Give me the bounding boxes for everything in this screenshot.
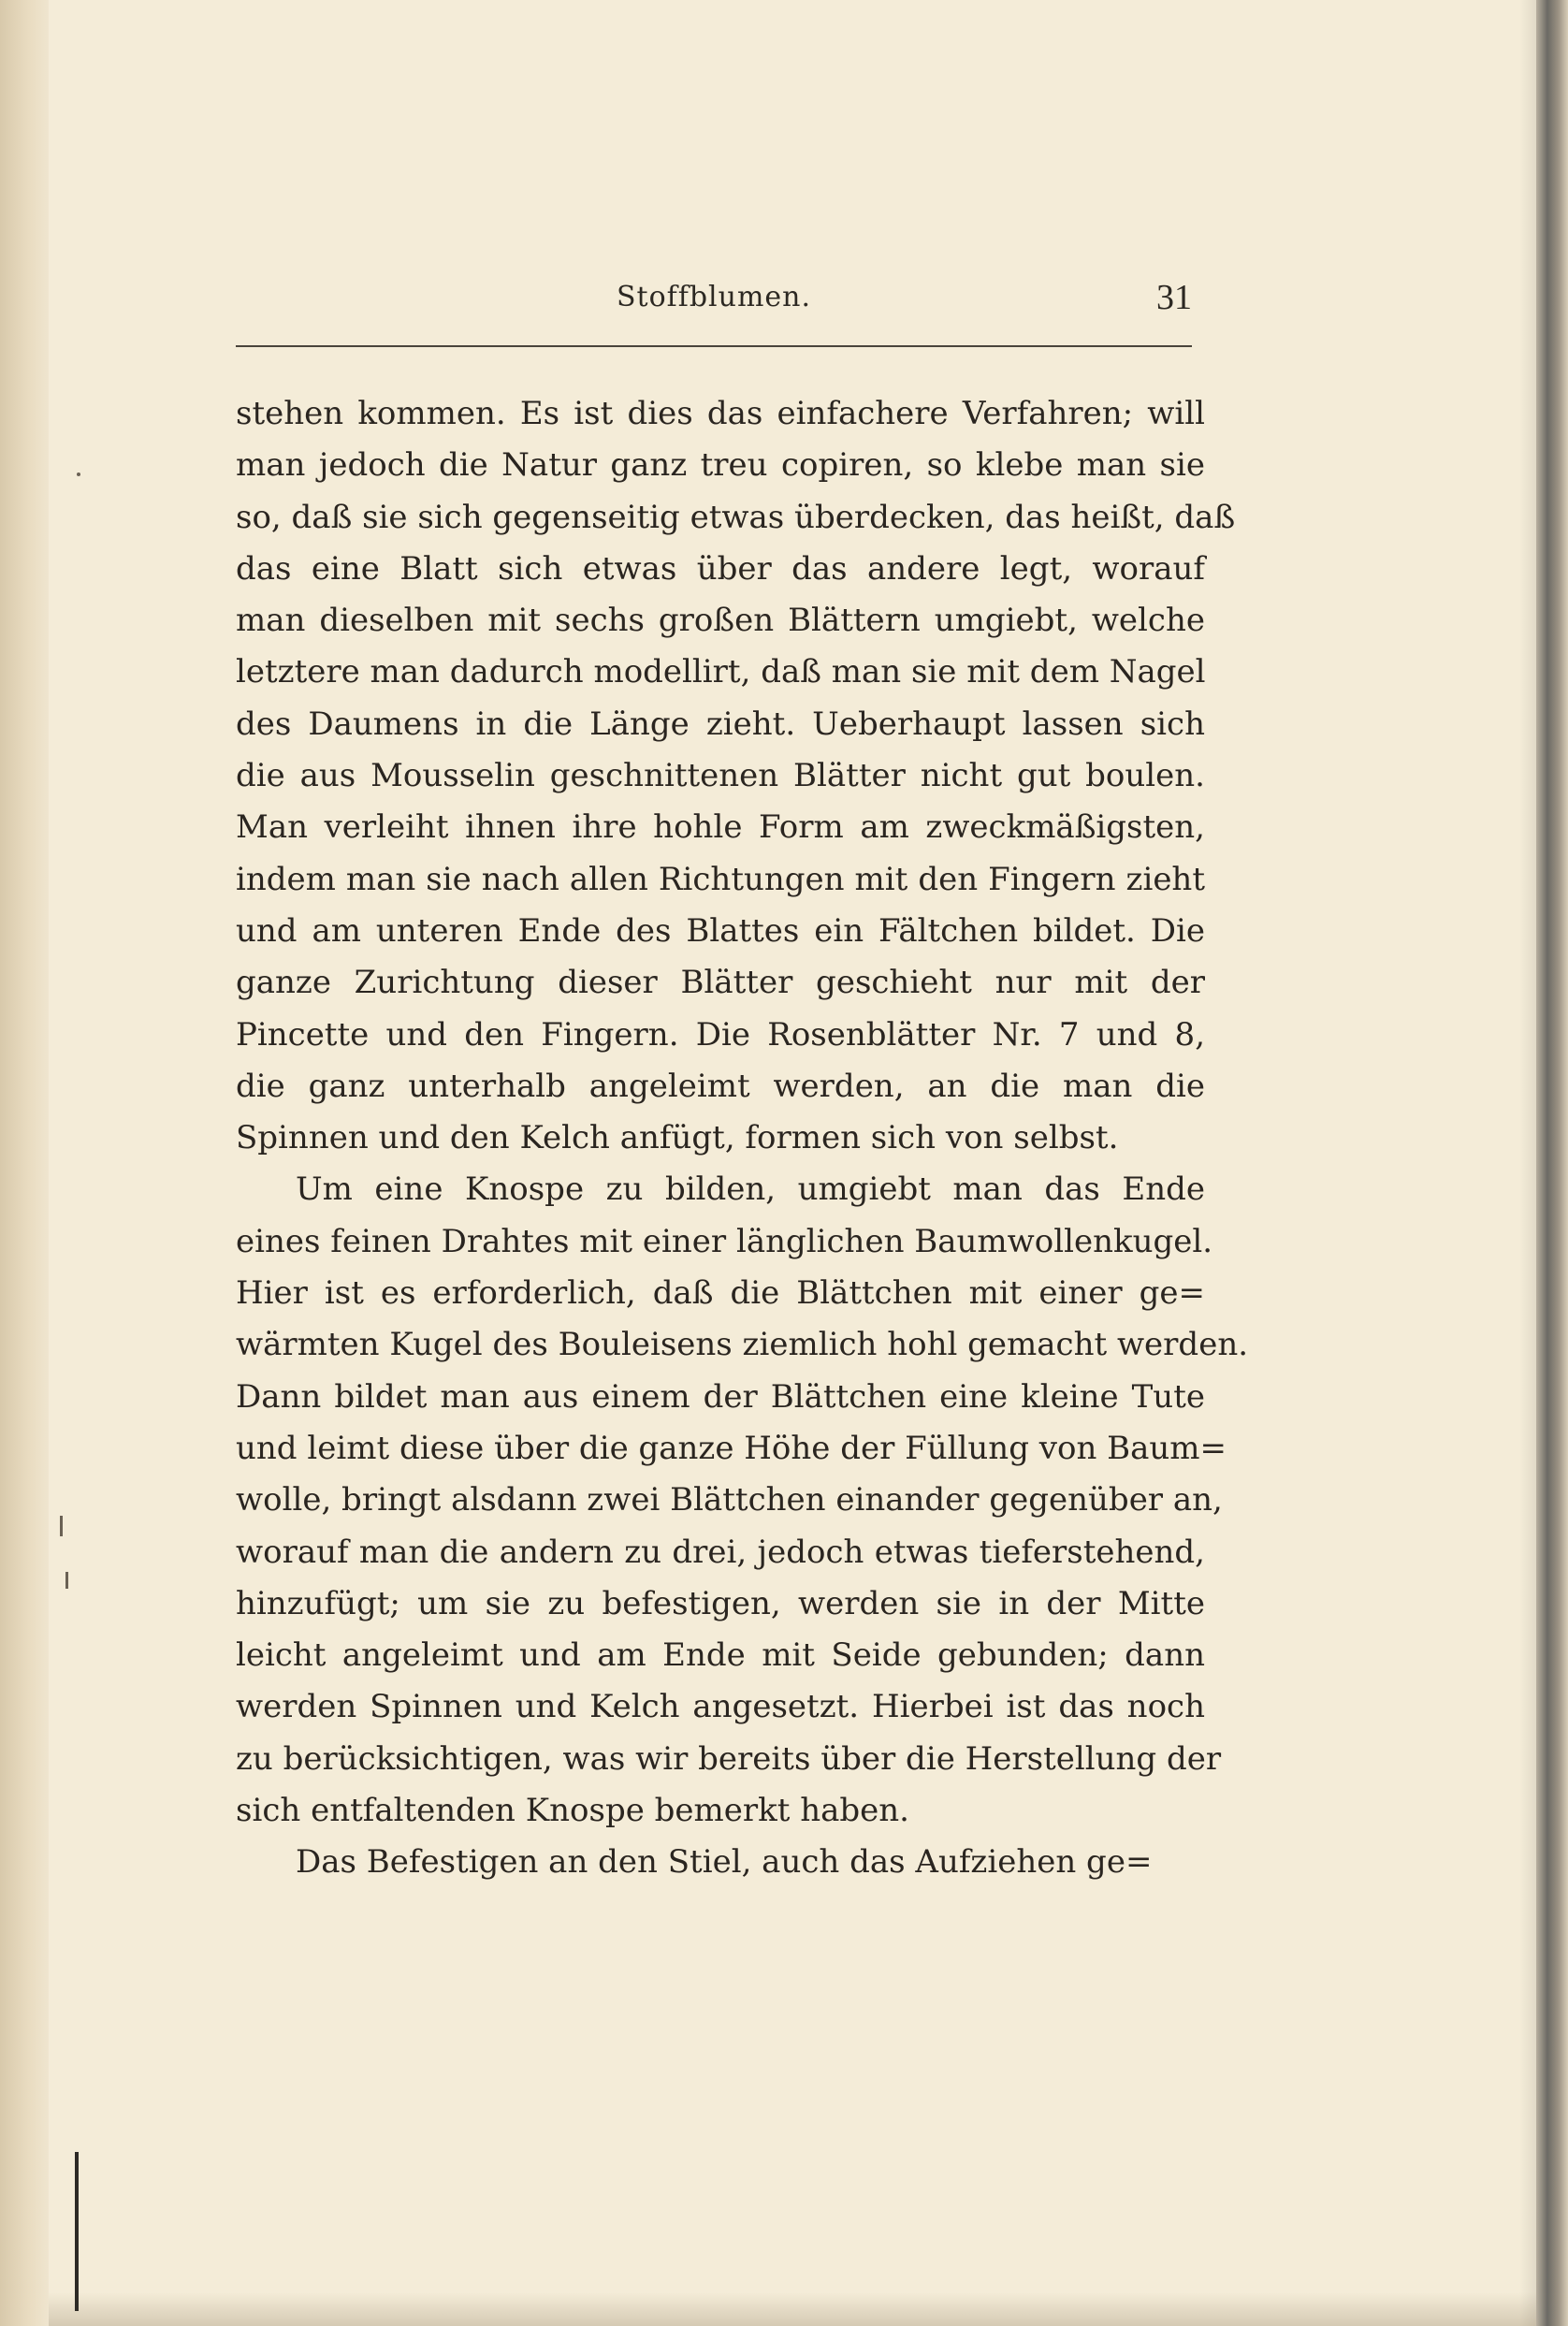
text-line: Spinnen und den Kelch anfügt, formen sich von selbst.: [236, 1119, 1119, 1157]
text-line: ganze Zurichtung dieser Blätter geschieht nur mit der: [236, 964, 1205, 1002]
paragraph: [236, 1837, 1205, 1888]
text-line: des Daumens in die Länge zieht. Ueberhaupt lassen sich: [236, 705, 1205, 743]
margin-speck: [77, 472, 80, 476]
body-text: [236, 388, 1249, 1889]
bottom-shadow: [49, 2292, 1536, 2326]
text-line: worauf man die andern zu drei, jedoch etwas tieferstehend,: [236, 1533, 1205, 1571]
text-line: man dieselben mit sechs großen Blättern umgiebt, welche: [236, 602, 1205, 640]
text-line: die ganz unterhalb angeleimt werden, an die man die: [236, 1067, 1205, 1105]
text-line: Hier ist es erforderlich, daß die Blättchen mit einer ge=: [236, 1274, 1205, 1313]
text-line: Das Befestigen an den Stiel, auch das Aufziehen ge=: [296, 1843, 1153, 1882]
margin-speck: [65, 1572, 68, 1589]
text-line: zu berücksichtigen, was wir bereits über die Herstellung der: [236, 1739, 1222, 1778]
text-line: und am unteren Ende des Blattes ein Fältchen bildet. Die: [236, 911, 1205, 950]
text-line: das eine Blatt sich etwas über das andere legt, worauf: [236, 549, 1205, 588]
text-line: Um eine Knospe zu bilden, umgiebt man das Ende: [296, 1170, 1205, 1209]
text-line: wärmten Kugel des Bouleisens ziemlich hohl gemacht werden.: [236, 1326, 1249, 1364]
facing-page-edge: [0, 0, 49, 2326]
text-line: stehen kommen. Es ist dies das einfachere Verfahren; will: [236, 395, 1205, 432]
text-line: Man verleiht ihnen ihre hohle Form am zweckmäßigsten,: [236, 808, 1205, 847]
book-edge: [1536, 0, 1568, 2326]
text-line: letztere man dadurch modellirt, daß man sie mit dem Nagel: [236, 653, 1206, 691]
text-line: Pincette und den Fingern. Die Rosenblätter Nr. 7 und 8,: [236, 1015, 1205, 1054]
text-line: und leimt diese über die ganze Höhe der Füllung von Baum=: [236, 1429, 1227, 1467]
text-line: hinzufügt; um sie zu befestigen, werden sie in der Mitte: [236, 1584, 1205, 1622]
text-line: leicht angeleimt und am Ende mit Seide gebunden; dann: [236, 1636, 1205, 1675]
text-line: Dann bildet man aus einem der Blättchen eine kleine Tute: [236, 1377, 1205, 1416]
page-number: 31: [1156, 278, 1192, 317]
text-line: wolle, bringt alsdann zwei Blättchen einander gegenüber an,: [236, 1481, 1223, 1519]
page-edge-shadow: [1519, 0, 1536, 2326]
margin-speck: [60, 1516, 63, 1536]
text-line: sich entfaltenden Knospe bemerkt haben.: [236, 1792, 909, 1830]
paragraph: [236, 388, 1236, 1164]
text-line: man jedoch die Natur ganz treu copiren, so klebe man sie: [236, 446, 1205, 485]
header-rule: [236, 345, 1192, 347]
text-line: so, daß sie sich gegenseitig etwas überdecken, das heißt, daß: [236, 498, 1236, 536]
paragraph: [236, 1164, 1249, 1837]
text-line: werden Spinnen und Kelch angesetzt. Hierbei ist das noch: [236, 1688, 1205, 1726]
text-line: eines feinen Drahtes mit einer länglichen Baumwollenkugel.: [236, 1222, 1213, 1260]
page-header: [236, 278, 1192, 337]
running-head: Stoffblumen.: [616, 281, 812, 313]
text-line: indem man sie nach allen Richtungen mit den Fingern zieht: [236, 860, 1205, 898]
margin-speck: [75, 2152, 79, 2311]
text-line: die aus Mousselin geschnittenen Blätter nicht gut boulen.: [236, 757, 1205, 795]
